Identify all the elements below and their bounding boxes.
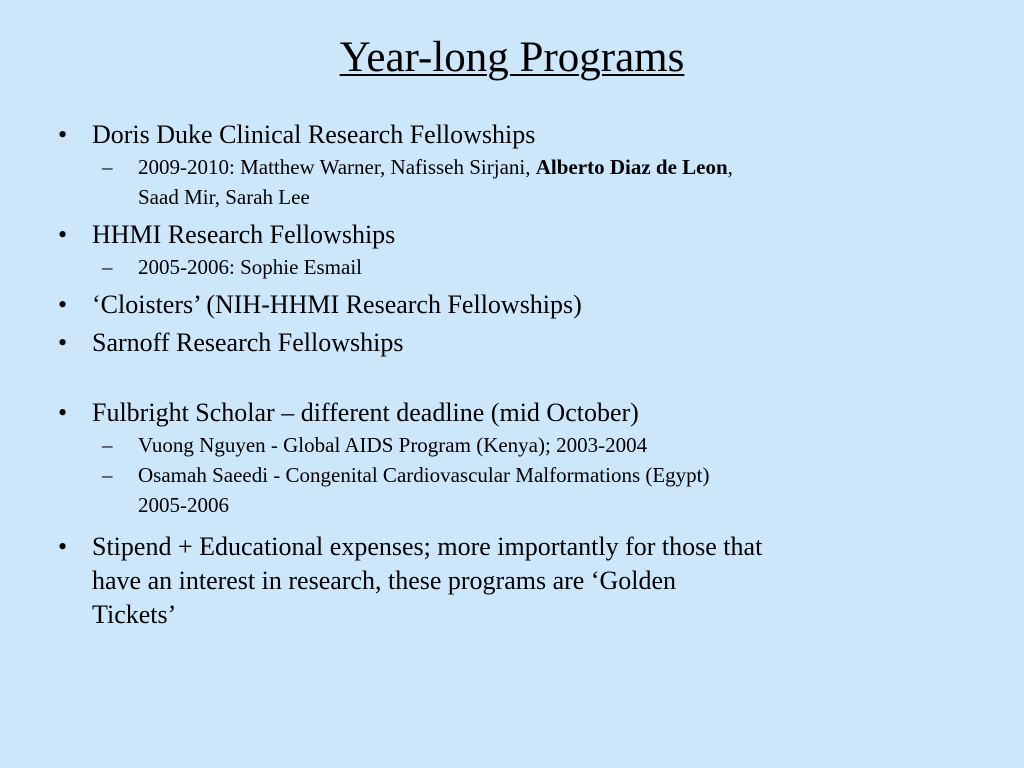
slide-title: Year-long Programs <box>339 34 685 81</box>
bullet-icon: • <box>58 328 68 357</box>
sub-text: 2005-2006: Sophie Esmail <box>138 255 362 279</box>
dash-icon: – <box>102 155 113 179</box>
sub-text-line2: 2005-2006 <box>138 493 229 517</box>
sub-text: Osamah Saeedi - Congenital Cardiovascular Malformations (Egypt) <box>138 463 710 487</box>
dash-icon: – <box>102 433 113 457</box>
bullet-text-line3: Tickets’ <box>92 600 177 629</box>
dash-icon: – <box>102 463 113 487</box>
bullet-text: Fulbright Scholar – different deadline (mid October) <box>92 398 639 427</box>
sub-text: Vuong Nguyen - Global AIDS Program (Kenya); 2003-2004 <box>138 433 648 457</box>
sub-text-pre: 2009-2010: Matthew Warner, Nafisseh Sirjani, <box>138 155 536 179</box>
sub-text-bold-name: Alberto Diaz de Leon <box>535 155 728 179</box>
sub-item-fulbright-saeedi <box>102 460 986 520</box>
bullet-item-cloisters <box>56 288 986 322</box>
bullet-icon: • <box>58 290 68 319</box>
sub-text-post: , <box>727 155 733 179</box>
bullet-text: ‘Cloisters’ (NIH-HHMI Research Fellowships) <box>92 290 582 319</box>
bullet-item-sarnoff <box>56 326 986 360</box>
bullet-list <box>56 118 986 632</box>
bullet-icon: • <box>58 120 68 149</box>
bullet-text: HHMI Research Fellowships <box>92 220 396 249</box>
bullet-item-fulbright <box>56 396 986 430</box>
bullet-text: Doris Duke Clinical Research Fellowships <box>92 120 536 149</box>
bullet-icon: • <box>58 532 68 561</box>
dash-icon: – <box>102 255 113 279</box>
bullet-item-hhmi <box>56 218 986 252</box>
bullet-item-doris-duke <box>56 118 986 152</box>
sub-item-hhmi-2005 <box>102 252 986 282</box>
sub-item-fulbright-nguyen <box>102 430 986 460</box>
bullet-icon: • <box>58 220 68 249</box>
bullet-item-stipend <box>56 530 986 632</box>
bullet-text-line1: Stipend + Educational expenses; more importantly for those that <box>92 532 763 561</box>
sub-item-doris-duke-2009 <box>102 152 986 212</box>
bullet-text: Sarnoff Research Fellowships <box>92 328 404 357</box>
bullet-icon: • <box>58 398 68 427</box>
bullet-text-line2: have an interest in research, these programs are ‘Golden <box>92 566 677 595</box>
sub-text-line2: Saad Mir, Sarah Lee <box>138 185 310 209</box>
